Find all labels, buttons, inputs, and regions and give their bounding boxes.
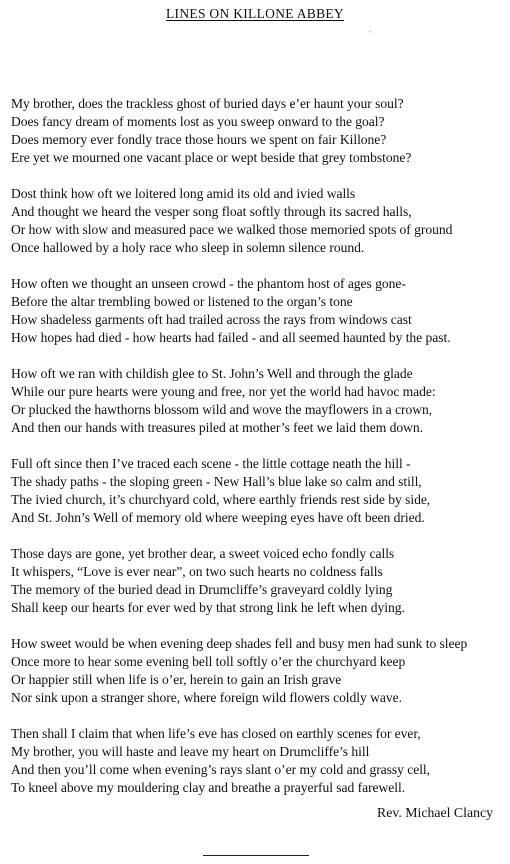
poem-line: Then shall I claim that when life’s eve has closed on earthly scenes for ever, xyxy=(11,726,421,741)
poem-line: And thought we heard the vesper song float softly through its sacred halls, xyxy=(11,204,412,219)
poem-line: Those days are gone, yet brother dear, a sweet voiced echo fondly calls xyxy=(11,546,395,561)
footer-rule xyxy=(203,855,309,856)
stanza-5 xyxy=(11,455,507,527)
poem-line: Or plucked the hawthorns blossom wild and wove the mayflowers in a crown, xyxy=(11,402,433,417)
poem-line: How hopes had died - how hearts had failed - and all seemed haunted by the past. xyxy=(11,330,451,345)
author-signature: Rev. Michael Clancy xyxy=(377,805,493,820)
poem-line: And then our hands with treasures piled at mother’s feet we laid them down. xyxy=(11,420,424,435)
poem-line: Full oft since then I’ve traced each scene - the little cottage neath the hill - xyxy=(11,456,411,471)
poem-line: How shadeless garments oft had trailed across the rays from windows cast xyxy=(11,312,412,327)
poem-line: Shall keep our hearts for ever wed by that strong link he left when dying. xyxy=(11,600,405,615)
poem-line: Dost think how oft we loitered long amid its old and ivied walls xyxy=(11,186,356,201)
poem-line: How oft we ran with childish glee to St. John’s Well and through the glade xyxy=(11,366,413,381)
stray-mark: , xyxy=(369,26,371,34)
poem-line: How sweet would be when evening deep shades fell and busy men had sunk to sleep xyxy=(11,636,468,651)
poem-line: Or how with slow and measured pace we walked those memoried spots of ground xyxy=(11,222,453,237)
poem-line: While our pure hearts were young and free, nor yet the world had havoc made: xyxy=(11,384,436,399)
stanza-4 xyxy=(11,365,507,437)
poem-line: Does memory ever fondly trace those hours we spent on fair Killone? xyxy=(11,132,387,147)
poem-line: Once hallowed by a holy race who sleep in solemn silence round. xyxy=(11,240,365,255)
poem-line: The shady paths - the sloping green - New Hall’s blue lake so calm and still, xyxy=(11,474,422,489)
stanza-8 xyxy=(11,725,507,797)
poem-line: Nor sink upon a stranger shore, where foreign wild flowers coldly wave. xyxy=(11,690,402,705)
poem-body xyxy=(11,95,507,815)
poem-line: Once more to hear some evening bell toll softly o’er the churchyard keep xyxy=(11,654,406,669)
stanza-3 xyxy=(11,275,507,347)
stanza-2 xyxy=(11,185,507,257)
poem-line: My brother, you will haste and leave my heart on Drumcliffe’s hill xyxy=(11,744,370,759)
poem-line: Or happier still when life is o’er, herein to gain an Irish grave xyxy=(11,672,342,687)
stanza-7 xyxy=(11,635,507,707)
poem-line: How often we thought an unseen crowd - the phantom host of ages gone- xyxy=(11,276,406,291)
stanza-6 xyxy=(11,545,507,617)
poem-line: My brother, does the trackless ghost of buried days e’er haunt your soul? xyxy=(11,96,404,111)
poem-line: And then you’ll come when evening’s rays slant o’er my cold and grassy cell, xyxy=(11,762,431,777)
poem-line: Before the altar trembling bowed or listened to the organ’s tone xyxy=(11,294,353,309)
poem-line: To kneel above my mouldering clay and breathe a prayerful sad farewell. xyxy=(11,780,406,795)
poem-line: Does fancy dream of moments lost as you sweep onward to the goal? xyxy=(11,114,385,129)
poem-line: It whispers, “Love is ever near”, on two such hearts no coldness falls xyxy=(11,564,383,579)
poem-line: The ivied church, it’s churchyard cold, where earthly friends rest side by side, xyxy=(11,492,431,507)
stanza-1 xyxy=(11,95,507,167)
poem-title: LINES ON KILLONE ABBEY xyxy=(166,6,344,21)
poem-line: And St. John’s Well of memory old where weeping eyes have oft been dried. xyxy=(11,510,425,525)
poem-line: The memory of the buried dead in Drumcliffe’s graveyard coldly lying xyxy=(11,582,393,597)
poem-line: Ere yet we mourned one vacant place or wept beside that grey tombstone? xyxy=(11,150,412,165)
